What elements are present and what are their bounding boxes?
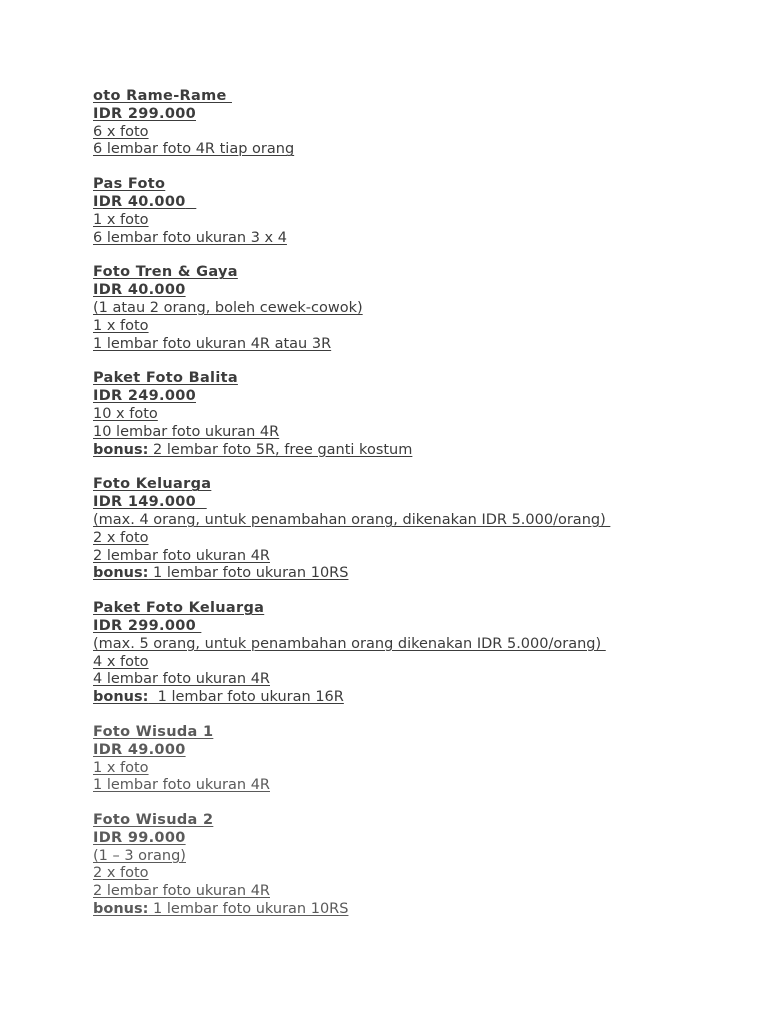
detail-text: 2 lembar foto ukuran 4R — [93, 883, 270, 900]
title-underline-fill — [213, 812, 266, 830]
detail-text: (1 atau 2 orang, boleh cewek-cowok) — [93, 299, 363, 316]
package-section — [93, 88, 733, 159]
package-price: IDR 40.000 — [93, 282, 186, 299]
detail-text: 1 lembar foto ukuran 10RS — [148, 901, 349, 918]
price-list-document — [93, 88, 733, 936]
package-title: Foto Keluarga — [93, 476, 733, 494]
package-section — [93, 724, 733, 795]
detail-text: 2 x foto — [93, 529, 149, 546]
package-title: oto Rame-Rame — [93, 88, 232, 104]
package-bonus-line — [93, 901, 733, 919]
bonus-label: bonus: — [93, 901, 149, 918]
detail-text: 6 x foto — [93, 123, 149, 140]
price-underline-fill — [186, 194, 197, 210]
bonus-label: bonus: — [93, 441, 149, 458]
bonus-label: bonus: — [93, 565, 149, 582]
package-detail-line — [93, 760, 733, 778]
detail-text: 1 x foto — [93, 317, 149, 334]
title-underline-fill — [264, 600, 296, 618]
package-title: Foto Wisuda 2 — [93, 812, 733, 830]
package-bonus-line — [93, 565, 733, 583]
detail-text: 1 lembar foto ukuran 10RS — [148, 565, 349, 582]
package-detail-line — [93, 548, 733, 566]
package-title: Foto Tren & Gaya — [93, 264, 238, 281]
package-title: Paket Foto Balita — [93, 370, 238, 387]
price-underline-fill — [196, 618, 201, 634]
package-detail-line — [93, 124, 733, 142]
package-detail-line — [93, 654, 733, 672]
detail-text: 2 lembar foto ukuran 4R — [93, 547, 270, 564]
detail-text: 1 lembar foto ukuran 4R — [93, 777, 270, 794]
package-price: IDR 49.000 — [93, 741, 186, 758]
package-detail-line — [93, 530, 733, 548]
detail-text: 2 lembar foto 5R, free ganti kostum — [148, 441, 413, 458]
package-title: Paket Foto Keluarga — [93, 600, 733, 618]
package-detail-line — [93, 230, 733, 248]
package-price: IDR 149.000 — [93, 494, 733, 512]
package-detail-line — [93, 424, 733, 442]
title-underline-fill — [213, 724, 218, 742]
package-detail-line — [93, 636, 733, 654]
package-bonus-line — [93, 442, 733, 460]
detail-text: 1 x foto — [93, 759, 149, 776]
detail-text: 1 x foto — [93, 211, 149, 228]
package-detail-line — [93, 777, 733, 795]
detail-text: 1 lembar foto ukuran 16R — [148, 689, 344, 706]
package-detail-line — [93, 336, 733, 354]
package-detail-line — [93, 406, 733, 424]
package-bonus-line — [93, 689, 733, 707]
detail-text: (1 – 3 orang) — [93, 847, 186, 864]
package-section — [93, 600, 733, 707]
package-detail-line — [93, 865, 733, 883]
detail-text: 6 lembar foto ukuran 3 x 4 — [93, 229, 287, 246]
title-underline-fill — [165, 176, 325, 194]
package-section — [93, 812, 733, 919]
package-detail-line — [93, 671, 733, 689]
detail-text: (max. 5 orang, untuk penambahan orang dikenakan IDR 5.000/orang) — [93, 635, 606, 652]
package-section — [93, 370, 733, 459]
bonus-label: bonus: — [93, 689, 149, 706]
detail-text: 6 lembar foto 4R tiap orang — [93, 141, 295, 158]
price-underline-fill — [196, 494, 207, 510]
package-detail-line — [93, 512, 733, 530]
package-price: IDR 99.000 — [93, 829, 186, 846]
package-section — [93, 176, 733, 247]
package-price: IDR 299.000 — [93, 618, 733, 636]
package-detail-line — [93, 318, 733, 336]
package-detail-line — [93, 300, 733, 318]
package-title: Pas Foto — [93, 176, 733, 194]
package-section — [93, 476, 733, 583]
package-section — [93, 264, 733, 353]
detail-text: (max. 4 orang, untuk penambahan orang, dikenakan IDR 5.000/orang) — [93, 511, 611, 528]
detail-text: 1 lembar foto ukuran 4R atau 3R — [93, 335, 332, 352]
detail-text: 4 lembar foto ukuran 4R — [93, 671, 270, 688]
package-detail-line — [93, 883, 733, 901]
title-underline-fill — [211, 476, 264, 494]
detail-text: 10 lembar foto ukuran 4R — [93, 423, 280, 440]
detail-text: 2 x foto — [93, 865, 149, 882]
package-detail-line — [93, 141, 733, 159]
package-title: Foto Wisuda 1 — [93, 724, 733, 742]
detail-text: 10 x foto — [93, 405, 158, 422]
detail-text: 4 x foto — [93, 653, 149, 670]
package-price: IDR 299.000 — [93, 105, 196, 122]
package-price: IDR 40.000 — [93, 194, 733, 212]
package-detail-line — [93, 848, 733, 866]
package-detail-line — [93, 212, 733, 230]
package-price: IDR 249.000 — [93, 388, 196, 405]
